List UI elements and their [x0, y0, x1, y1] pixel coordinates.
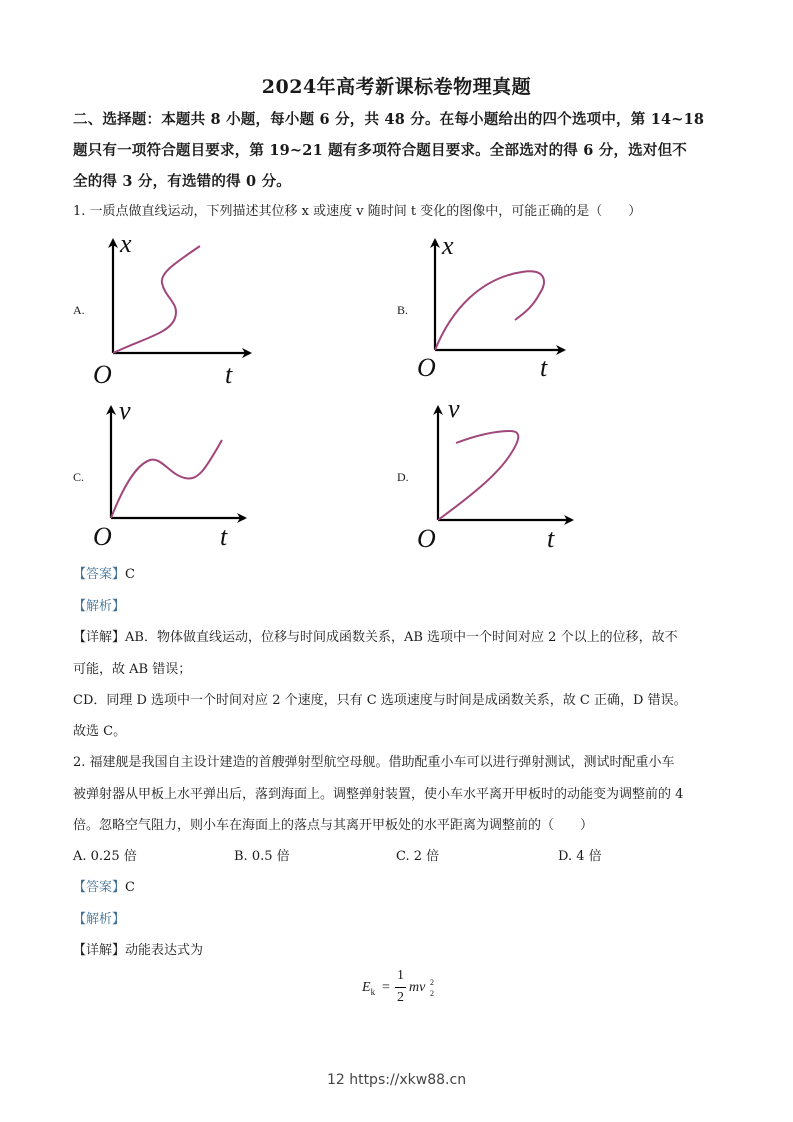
- formula-sup-2: 2: [430, 978, 434, 987]
- page-footer: 12 https://xkw88.cn: [326, 1072, 467, 1088]
- curve: [113, 246, 200, 353]
- y-axis-label: v: [448, 394, 460, 423]
- q1-analysis-label: 【解析】: [73, 599, 126, 614]
- q1-option-d-label: D.: [397, 470, 409, 484]
- origin-label: O: [93, 522, 112, 551]
- formula-equals: =: [382, 980, 390, 995]
- x-axis-label: t: [547, 524, 555, 553]
- q1-detail-line-1: [73, 630, 678, 646]
- section-header: [73, 104, 723, 197]
- q1-option-c-label: C.: [73, 470, 85, 484]
- formula-denominator: 2: [397, 990, 404, 1005]
- section-line: 全的得 3 分，有选错的得 0 分。: [73, 173, 291, 190]
- formula-v: v: [419, 980, 426, 995]
- q1-stem: 1. 一质点做直线运动，下列描述其位移 x 或速度 v 随时间 t 变化的图像中，可能正确的是（ ）: [73, 204, 642, 219]
- answer-label: 【答案】: [73, 880, 126, 895]
- y-axis-label: x: [442, 231, 454, 260]
- section-line: 题只有一项符合题目要求，第 19~21 题有多项符合题目要求。全部选对的得 6 分，选对但不: [73, 142, 687, 159]
- answer-value: C: [125, 880, 135, 895]
- q1-option-b-label: B.: [397, 303, 409, 317]
- graph-c: [90, 395, 270, 555]
- y-axis-label: v: [119, 396, 131, 425]
- q2-stem-line-1: 2. 福建舰是我国自主设计建造的首艘弹射型航空母舰。借助配重小车可以进行弹射测试，测试时配重小车: [73, 755, 675, 770]
- detail-text: AB．物体做直线运动，位移与时间成函数关系，AB 选项中一个时间对应 2 个以上的位移，故不: [125, 630, 678, 645]
- formula-sub-2: 2: [430, 989, 434, 998]
- detail-label: 【详解】: [73, 630, 126, 645]
- q2-stem-line-2: 被弹射器从甲板上水平弹出后，落到海面上。调整弹射装置，使小车水平离开甲板时的动能变为调整前的 4: [73, 787, 684, 802]
- origin-label: O: [417, 524, 436, 553]
- answer-label: 【答案】: [73, 567, 126, 582]
- x-axis-label: t: [540, 353, 548, 382]
- fraction-bar: [395, 987, 406, 988]
- x-axis-label: t: [220, 522, 228, 551]
- q1-detail-line-3: CD．同理 D 选项中一个时间对应 2 个速度，只有 C 选项速度与时间是成函数关系，故 C 正确，D 错误。: [73, 693, 687, 708]
- q1-option-a-label: A.: [73, 303, 85, 317]
- q2-option-b: B. 0.5 倍: [234, 849, 290, 864]
- origin-label: O: [93, 360, 112, 389]
- y-axis-label: x: [120, 229, 132, 258]
- formula-sub-k: k: [370, 986, 376, 997]
- q1-detail-line-2: 可能，故 AB 错误；: [73, 662, 192, 677]
- origin-label: O: [417, 353, 436, 382]
- detail-text: 动能表达式为: [125, 943, 204, 958]
- section-line: 二、选择题：本题共 8 小题，每小题 6 分，共 48 分。在每小题给出的四个选项中，第 14~18: [73, 111, 705, 128]
- q2-answer: [73, 880, 135, 896]
- q2-detail: [73, 943, 203, 959]
- page-title: 2024年高考新课标卷物理真题: [261, 76, 532, 98]
- graph-d: [412, 395, 582, 555]
- kinetic-energy-formula: [362, 968, 442, 1008]
- formula-numerator: 1: [397, 968, 404, 983]
- curve: [438, 431, 518, 520]
- q2-option-c: C. 2 倍: [396, 849, 440, 864]
- curve: [435, 271, 544, 350]
- q2-option-a: A. 0.25 倍: [73, 849, 137, 864]
- x-axis-label: t: [225, 360, 233, 389]
- graph-a: [90, 228, 270, 388]
- graph-b: [412, 228, 572, 388]
- q2-stem-line-3: 倍。忽略空气阻力，则小车在海面上的落点与其离开甲板处的水平距离为调整前的（ ）: [73, 818, 594, 833]
- q1-answer: [73, 567, 135, 583]
- detail-label: 【详解】: [73, 943, 126, 958]
- q2-analysis-label: 【解析】: [73, 912, 126, 927]
- answer-value: C: [125, 567, 135, 582]
- formula-m: m: [409, 980, 420, 995]
- formula-E: E: [362, 980, 371, 995]
- curve: [111, 440, 222, 518]
- q1-detail-line-4: 故选 C。: [73, 724, 127, 739]
- q2-option-d: D. 4 倍: [558, 849, 602, 864]
